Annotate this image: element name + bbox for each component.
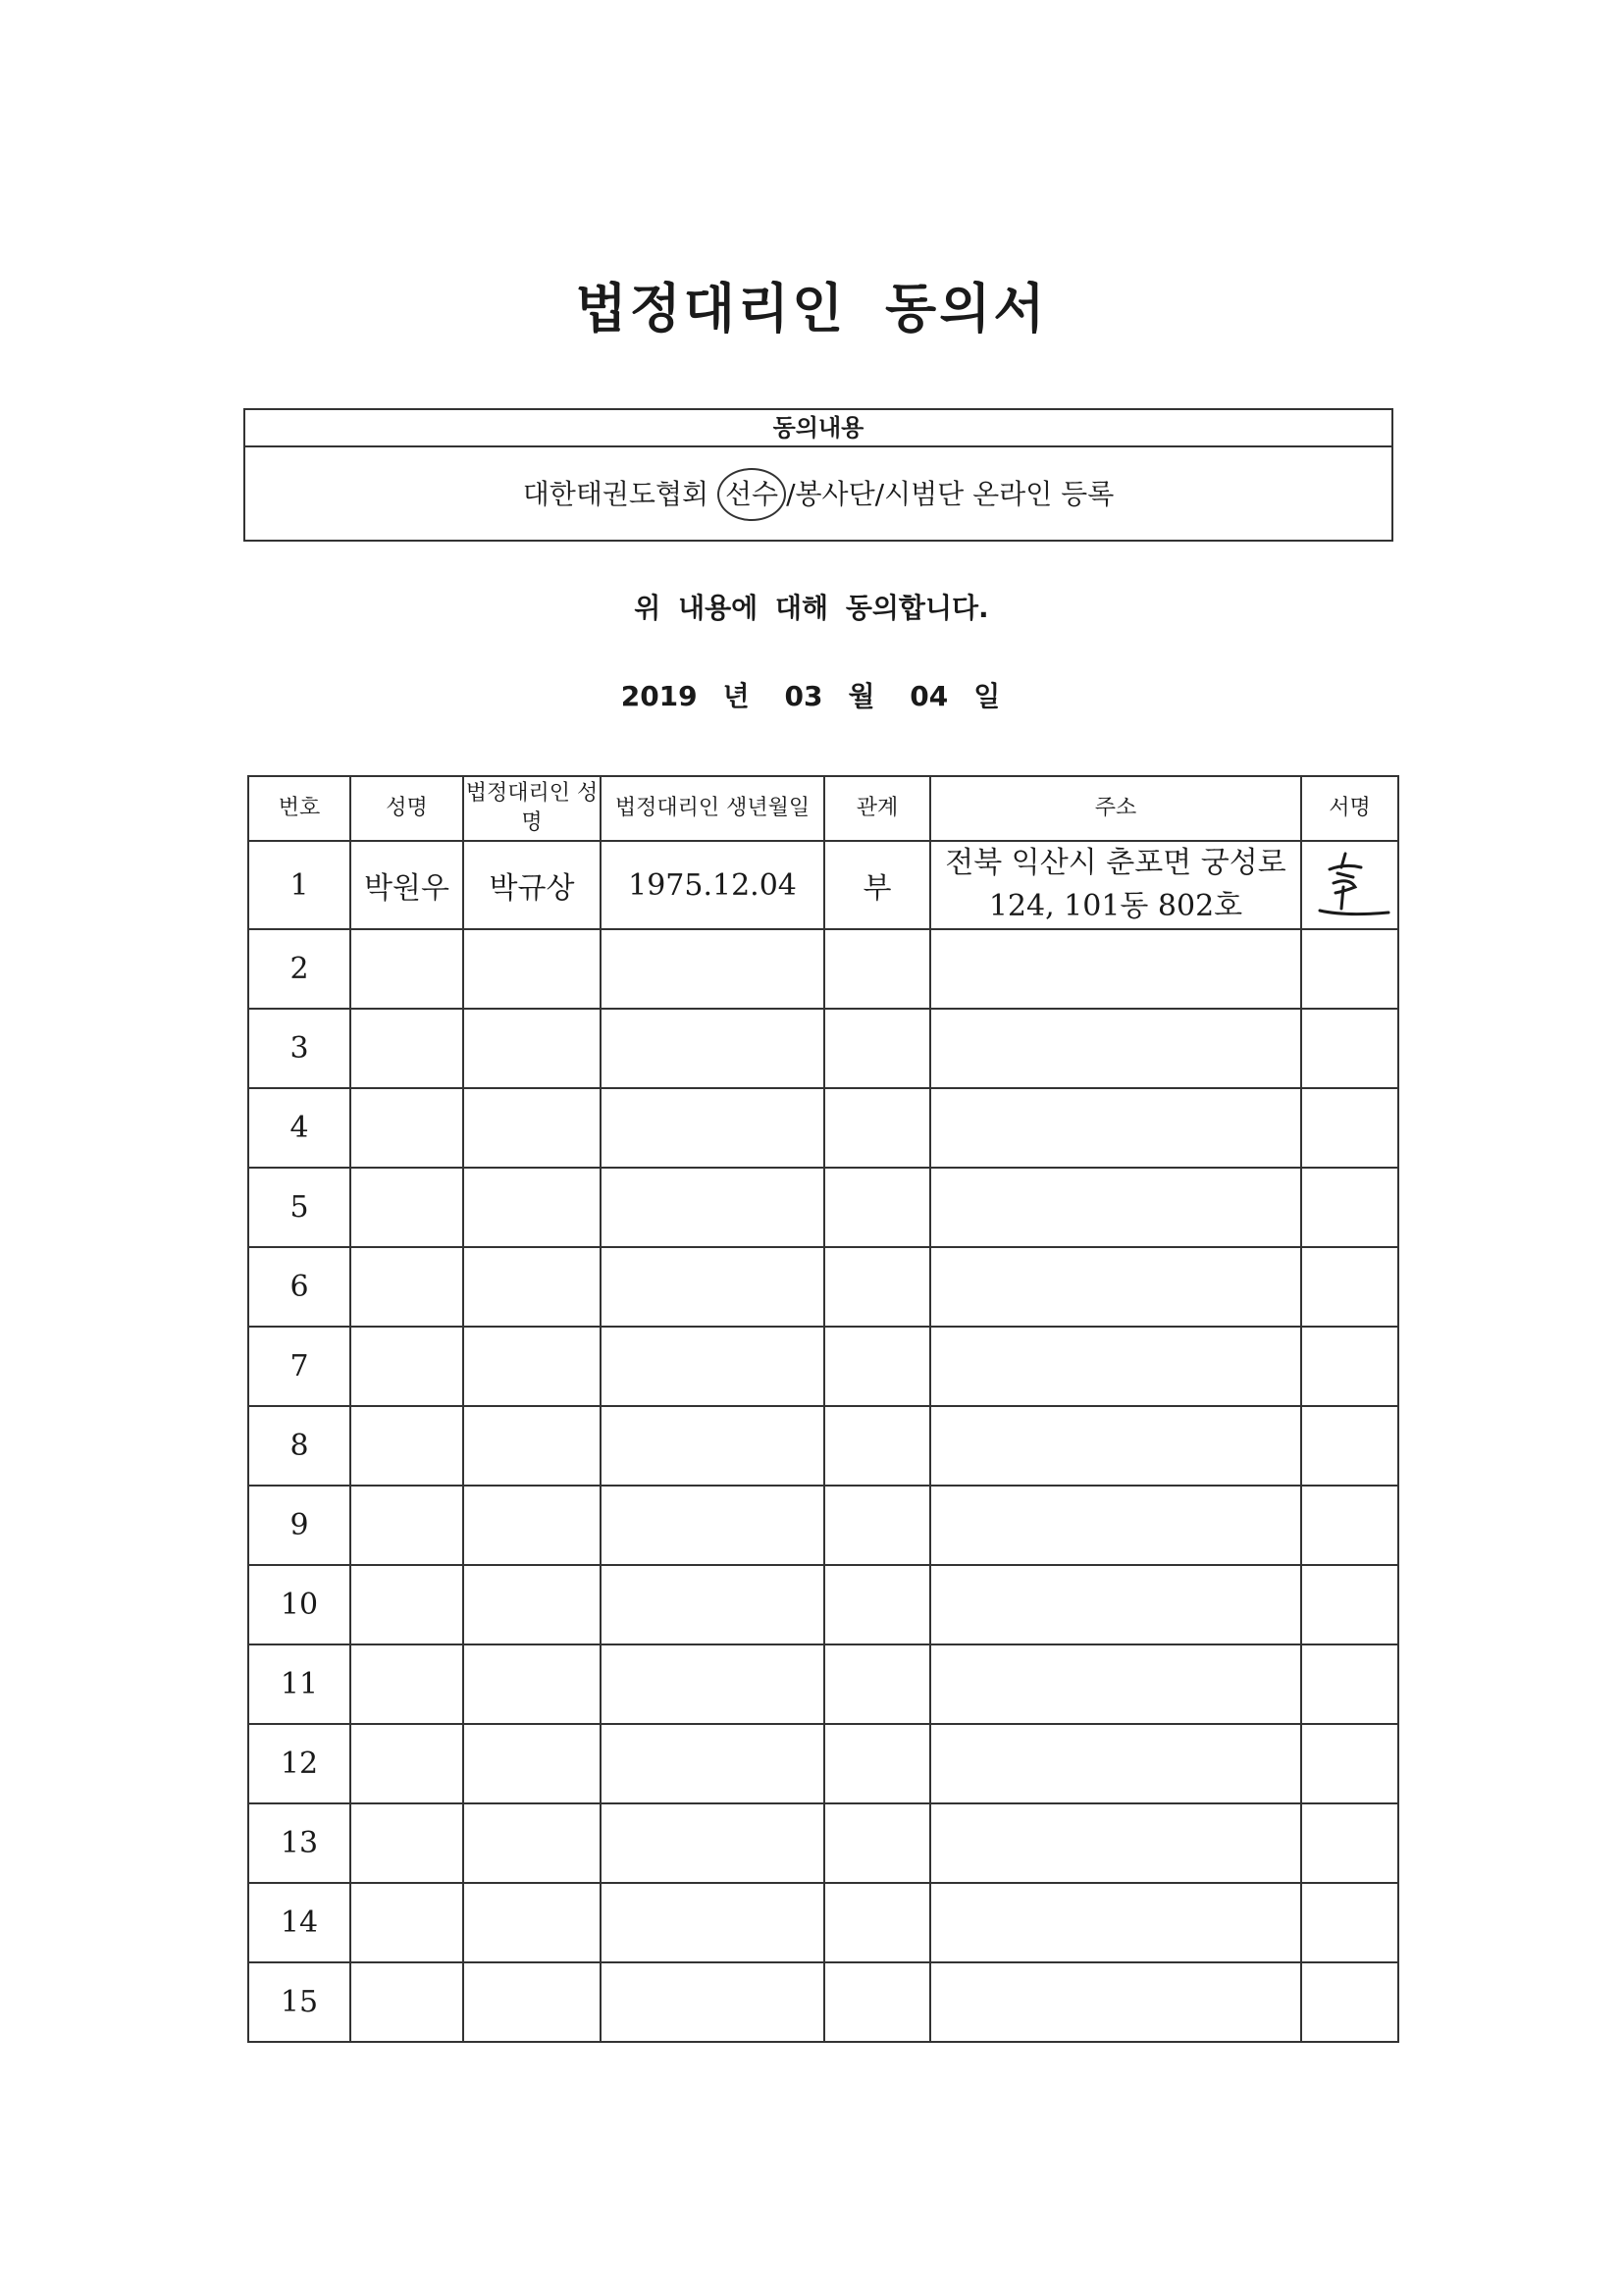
row-number: 3 bbox=[248, 1009, 350, 1088]
document-title: 법정대리인 동의서 bbox=[575, 278, 1048, 339]
date-day: 04 bbox=[910, 680, 949, 712]
row-number: 9 bbox=[248, 1486, 350, 1565]
date-year-unit: 년 bbox=[722, 680, 750, 712]
consent-content bbox=[245, 447, 1391, 542]
table-row bbox=[248, 1724, 1398, 1803]
table-row bbox=[248, 1644, 1398, 1724]
handwritten-signature bbox=[1306, 848, 1394, 922]
registration-table bbox=[247, 775, 1399, 2043]
row-number: 11 bbox=[248, 1644, 350, 1724]
row-number: 13 bbox=[248, 1803, 350, 1883]
table-row bbox=[248, 1565, 1398, 1644]
table-header-row bbox=[248, 776, 1398, 841]
consent-date bbox=[0, 675, 1623, 714]
consent-text-after: /봉사단/시범단 온라인 등록 bbox=[786, 478, 1115, 510]
date-month: 03 bbox=[784, 680, 823, 712]
row-number: 15 bbox=[248, 1962, 350, 2042]
header-guardian-birth: 법정대리인 생년월일 bbox=[601, 776, 824, 841]
header-name: 성명 bbox=[350, 776, 463, 841]
address-line-2: 124, 101동 802호 bbox=[988, 889, 1243, 923]
agreement-statement: 위 내용에 대해 동의합니다. bbox=[634, 592, 989, 624]
row-number: 1 bbox=[248, 841, 350, 929]
table-row bbox=[248, 1486, 1398, 1565]
consent-circled-option: 선수 bbox=[717, 468, 786, 521]
row-number: 7 bbox=[248, 1327, 350, 1406]
address-line-1: 전북 익산시 춘포면 궁성로 bbox=[945, 846, 1286, 880]
row-guardian-birth: 1975.12.04 bbox=[601, 841, 824, 929]
table-row bbox=[248, 1009, 1398, 1088]
row-number: 8 bbox=[248, 1406, 350, 1486]
consent-text-before: 대한태권도협회 bbox=[522, 478, 709, 510]
row-signature bbox=[1301, 841, 1398, 929]
table-row bbox=[248, 1327, 1398, 1406]
table-row bbox=[248, 1247, 1398, 1327]
consent-header: 동의내용 bbox=[245, 410, 1391, 447]
header-relation: 관계 bbox=[824, 776, 930, 841]
row-number: 5 bbox=[248, 1168, 350, 1247]
table-row bbox=[248, 1803, 1398, 1883]
table-row bbox=[248, 929, 1398, 1009]
row-number: 6 bbox=[248, 1247, 350, 1327]
header-address: 주소 bbox=[930, 776, 1301, 841]
row-name: 박원우 bbox=[350, 841, 463, 929]
table-row bbox=[248, 841, 1398, 929]
header-number: 번호 bbox=[248, 776, 350, 841]
table-row bbox=[248, 1883, 1398, 1962]
row-relation: 부 bbox=[824, 841, 930, 929]
date-year: 2019 bbox=[620, 680, 698, 712]
table-row bbox=[248, 1962, 1398, 2042]
row-number: 4 bbox=[248, 1088, 350, 1168]
row-number: 14 bbox=[248, 1883, 350, 1962]
table-row bbox=[248, 1406, 1398, 1486]
row-number: 12 bbox=[248, 1724, 350, 1803]
header-guardian-name: 법정대리인 성명 bbox=[463, 776, 601, 841]
row-number: 10 bbox=[248, 1565, 350, 1644]
date-month-unit: 월 bbox=[848, 680, 875, 712]
table-row bbox=[248, 1168, 1398, 1247]
table-row bbox=[248, 1088, 1398, 1168]
row-address bbox=[930, 841, 1301, 929]
consent-box bbox=[243, 408, 1393, 542]
row-number: 2 bbox=[248, 929, 350, 1009]
row-guardian-name: 박규상 bbox=[463, 841, 601, 929]
date-day-unit: 일 bbox=[973, 680, 1001, 712]
header-signature: 서명 bbox=[1301, 776, 1398, 841]
